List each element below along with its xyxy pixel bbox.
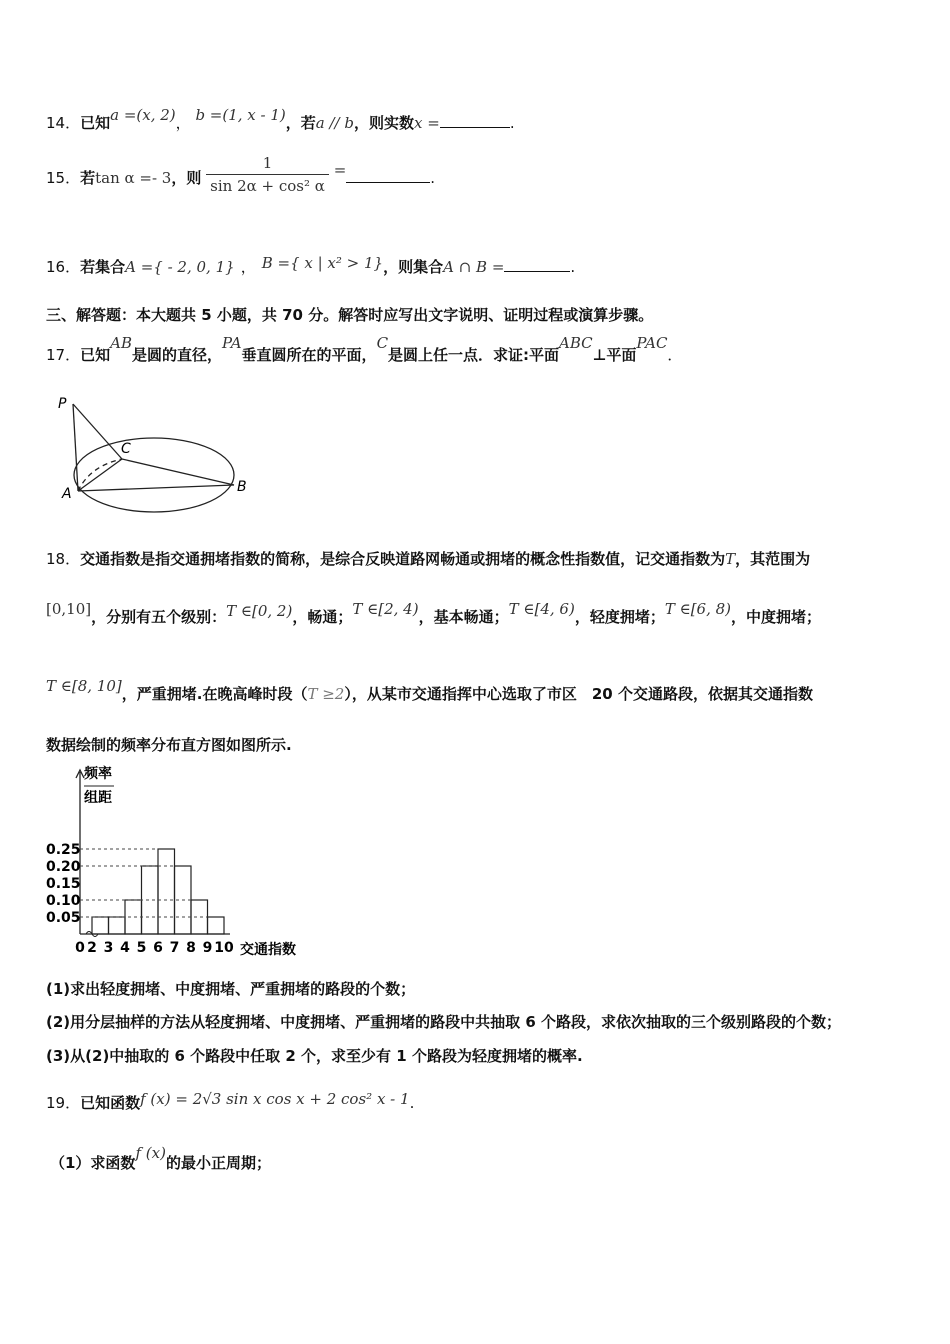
q16-set-a: A ={ - 2, 0, 1}: [125, 258, 235, 276]
label-B: B: [237, 479, 247, 495]
question-14: 14．已知a =(x, 2)， b =(1, x - 1)，若a // b，则实数x = .: [46, 106, 515, 132]
label-A: A: [62, 486, 72, 502]
question-19: 19．已知函数f (x) = 2√3 sin x cos x + 2 cos² x - 1.: [46, 1090, 415, 1112]
x-tick-label: 10: [214, 940, 234, 956]
q14-vector-a: a =(x, 2): [110, 106, 176, 124]
label-C: C: [121, 441, 131, 457]
y-tick-label: 0.05: [46, 910, 81, 926]
question-17: 17．已知AB是圆的直径，PA垂直圆所在的平面，C是圆上任一点．求证:平面ABC⊥平面PAC．: [46, 334, 683, 364]
q19-function: f (x) = 2√3 sin x cos x + 2 cos² x - 1: [140, 1090, 410, 1108]
histogram-bar: [158, 849, 175, 934]
x-tick-label: 9: [202, 940, 213, 956]
histogram-bar: [208, 917, 225, 934]
circle-ellipse: [74, 438, 234, 512]
answer-blank: [504, 259, 570, 272]
answer-blank: [346, 170, 430, 183]
histogram-bar: [92, 917, 109, 934]
x-tick-label: 4: [120, 940, 130, 956]
q15-fraction: $\frac{1}{\text{sin 2α + cos² α}}$: [206, 154, 329, 195]
y-axis-label-top: 频率: [84, 766, 112, 782]
x-tick-label: 8: [186, 940, 196, 956]
y-axis-label-bottom: 组距: [84, 790, 112, 806]
x-tick-label: 7: [169, 940, 180, 956]
x-tick-label: 2: [87, 940, 97, 956]
segment-AC: [78, 459, 122, 491]
q18-sub3: (3)从(2)中抽取的 6 个路段中任取 2 个，求至少有 1 个路段为轻度拥堵的概率.: [46, 1047, 583, 1065]
question-18-line1: 18．交通指数是指交通拥堵指数的简称，是综合反映道路网畅通或拥堵的概念性指数值，记交通指数为T，其范围为: [46, 550, 811, 568]
question-16: 16．若集合A ={ - 2, 0, 1} ， B ={ x | x² > 1}，则集合A ∩ B = .: [46, 254, 576, 276]
histogram-bar: [191, 900, 208, 934]
segment-CB: [122, 459, 234, 485]
q14-vector-b: b =(1, x - 1): [195, 106, 286, 124]
section-heading: 三、解答题：本大题共 5 小题，共 70 分。解答时应写出文字说明、证明过程或演算步骤。: [46, 306, 654, 324]
x-tick-label: 6: [153, 940, 163, 956]
y-tick-label: 0.15: [46, 876, 81, 892]
histogram-bar: [125, 900, 142, 934]
y-tick-label: 0.10: [46, 893, 81, 909]
histogram-bar: [142, 866, 159, 934]
question-18-line4: 数据绘制的频率分布直方图如图所示.: [46, 736, 292, 754]
q18-sub2: (2)用分层抽样的方法从轻度拥堵、中度拥堵、严重拥堵的路段中共抽取 6 个路段，求依次抽取的三个级别路段的个数；: [46, 1013, 842, 1031]
x-axis-label: 交通指数: [240, 942, 296, 958]
q16-set-b: B ={ x | x² > 1}: [261, 254, 384, 272]
segment-AB: [78, 485, 234, 491]
q18-sub1: (1)求出轻度拥堵、中度拥堵、严重拥堵的路段的个数；: [46, 980, 416, 998]
x-tick-label: 3: [103, 940, 114, 956]
question-18-line2: [0,10]，分别有五个级别：T ∈[0, 2)，畅通；T ∈[2, 4)，基本畅通；T ∈[4, 6)，轻度拥堵；T ∈[6, 8)，中度拥堵；: [46, 600, 822, 626]
answer-blank: [440, 115, 510, 128]
histogram-bar: [109, 917, 126, 934]
question-18-line3: T ∈[8, 10]，严重拥堵.在晚高峰时段（T ≥2），从某市交通指挥中心选取了市区 20 个交通路段，依据其交通指数: [46, 677, 813, 703]
question-15: 15．若tan α =- 3，则 $\frac{1}{\text{sin 2α + cos² α}}$ = .: [46, 154, 436, 195]
segment-PC: [73, 404, 122, 459]
geometry-figure: [50, 388, 260, 528]
x-tick-label: 0: [75, 940, 85, 956]
question-19-sub1: （1）求函数f (x)的最小正周期；: [50, 1144, 271, 1172]
label-P: P: [58, 396, 67, 412]
x-tick-label: 5: [136, 940, 147, 956]
q14-number: 14．: [46, 114, 81, 132]
y-tick-label: 0.25: [46, 842, 81, 858]
frequency-histogram: [40, 764, 330, 964]
y-tick-label: 0.20: [46, 859, 81, 875]
